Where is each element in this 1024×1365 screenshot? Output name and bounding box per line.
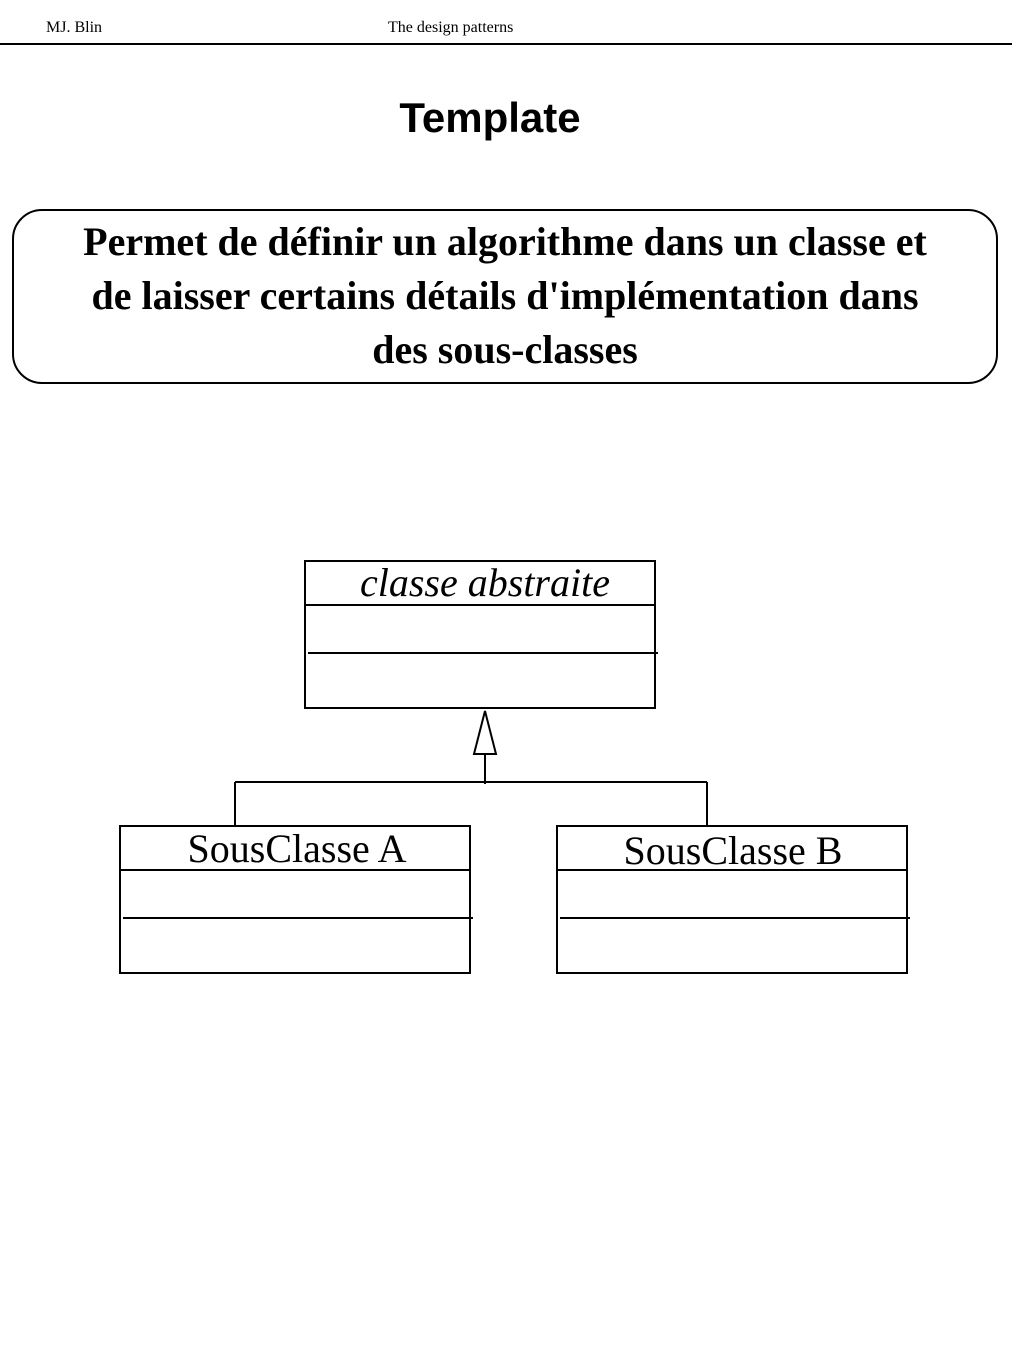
abstract-class-name: classe abstraite xyxy=(360,560,610,605)
header-title: The design patterns xyxy=(388,19,514,36)
subclass-b-name: SousClasse B xyxy=(623,828,843,873)
inheritance-arrow-icon xyxy=(474,711,496,754)
page-title: Template xyxy=(399,94,581,141)
definition-line: des sous-classes xyxy=(372,327,638,372)
definition-line: Permet de définir un algorithme dans un classe et xyxy=(83,219,927,264)
subclass-a-name: SousClasse A xyxy=(187,826,407,871)
definition-line: de laisser certains détails d'implémentation dans xyxy=(91,273,919,318)
header-author: MJ. Blin xyxy=(46,19,103,36)
inheritance-connectors xyxy=(235,754,707,826)
